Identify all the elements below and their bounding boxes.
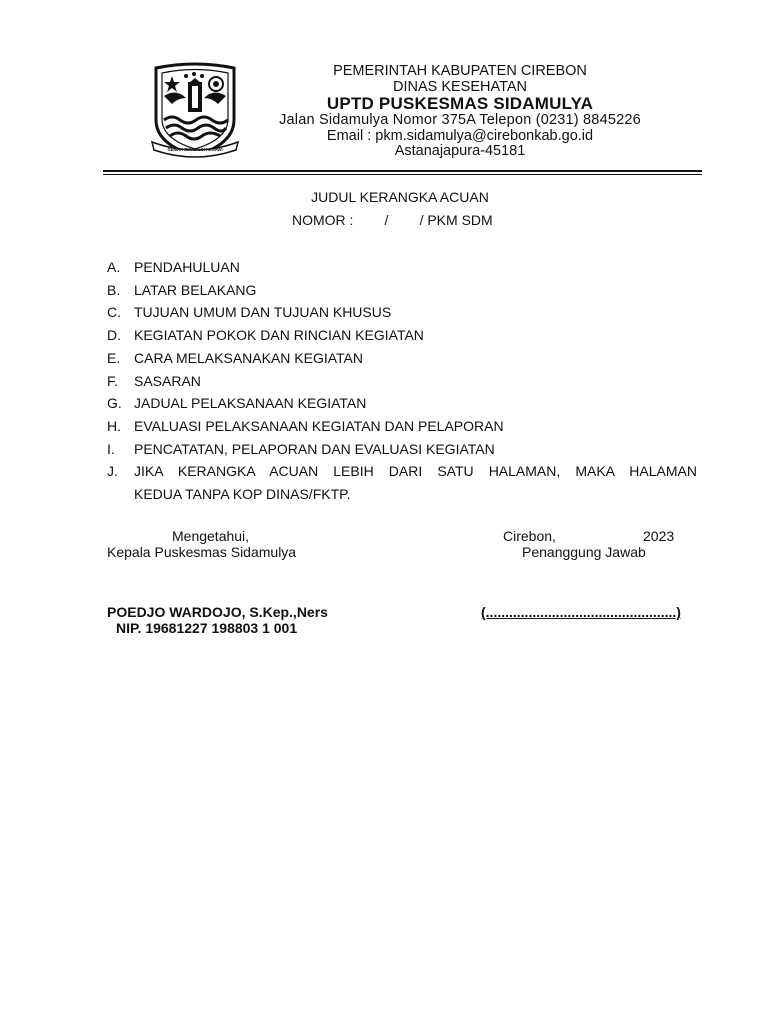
list-item-text: LATAR BELAKANG bbox=[134, 281, 257, 298]
list-item-letter: H. bbox=[107, 417, 121, 434]
list-item-letter: E. bbox=[107, 349, 121, 366]
signature-right-city: Cirebon, bbox=[503, 528, 556, 544]
signature-left-position: Kepala Puskesmas Sidamulya bbox=[107, 544, 297, 560]
contents-list bbox=[107, 256, 697, 506]
signature-right-position: Penanggung Jawab bbox=[522, 544, 646, 560]
list-item-letter: F. bbox=[107, 372, 118, 389]
signature-left-heading: Mengetahui, bbox=[172, 528, 250, 544]
list-item-letter: B. bbox=[107, 281, 121, 298]
list-item-letter: G. bbox=[107, 395, 122, 412]
list-item-text: PENDAHULUAN bbox=[134, 259, 240, 275]
list-item-letter: I. bbox=[107, 440, 115, 457]
list-item-letter: C. bbox=[107, 304, 121, 321]
letterhead-divider-thin bbox=[103, 174, 702, 175]
logo-motto: GEMAH RIPAH LOH JINAWI bbox=[167, 147, 223, 152]
list-item bbox=[107, 347, 697, 370]
list-item bbox=[107, 370, 697, 393]
list-item-text: KEGIATAN POKOK DAN RINCIAN KEGIATAN bbox=[134, 327, 424, 344]
letterhead-email-text: Email : pkm.sidamulya@cirebonkab.go.id bbox=[326, 128, 594, 144]
list-item bbox=[107, 415, 697, 438]
letterhead-divider-thick bbox=[103, 170, 702, 172]
list-item-text: PENCATATAN, PELAPORAN DAN EVALUASI KEGIATAN bbox=[134, 440, 495, 457]
list-item bbox=[107, 460, 697, 483]
list-item-text: JADUAL PELAKSANAAN KEGIATAN bbox=[134, 395, 367, 412]
list-item-letter: D. bbox=[107, 327, 121, 344]
list-item-text: SASARAN bbox=[134, 372, 201, 389]
list-item bbox=[107, 301, 697, 324]
letterhead-address: Jalan Sidamulya Nomor 375A Telepon (0231) 8845226 bbox=[279, 112, 641, 128]
list-item-text: CARA MELAKSANAKAN KEGIATAN bbox=[134, 349, 363, 366]
signature-left-name: POEDJO WARDOJO, S.Kep.,Ners bbox=[107, 604, 328, 620]
letterhead-department: DINAS KESEHATAN bbox=[392, 79, 528, 95]
list-item-text: TUJUAN UMUM DAN TUJUAN KHUSUS bbox=[134, 304, 392, 321]
letterhead-government: PEMERINTAH KABUPATEN CIREBON bbox=[333, 63, 587, 79]
list-item bbox=[107, 256, 697, 279]
list-item-text: EVALUASI PELAKSANAAN KEGIATAN DAN PELAPORAN bbox=[134, 417, 504, 434]
signature-right-blank: (.................................................) bbox=[481, 604, 681, 620]
list-item-continuation-text: KEDUA TANPA KOP DINAS/FKTP. bbox=[134, 486, 351, 503]
list-item-letter: J. bbox=[107, 463, 118, 480]
document-title: JUDUL KERANGKA ACUAN bbox=[311, 189, 489, 205]
letterhead-city-postcode: Astanajapura-45181 bbox=[394, 143, 526, 159]
list-item bbox=[107, 279, 697, 302]
list-item-text: JIKA KERANGKA ACUAN LEBIH DARI SATU HALAMAN, MAKA HALAMAN bbox=[134, 463, 697, 480]
signature-right-year: 2023 bbox=[643, 528, 675, 544]
cirebon-regency-coat-of-arms-icon bbox=[150, 62, 240, 158]
letterhead-email bbox=[290, 128, 630, 144]
list-item bbox=[107, 392, 697, 415]
list-item bbox=[107, 438, 697, 461]
list-item bbox=[107, 324, 697, 347]
signature-left-nip: NIP. 19681227 198803 1 001 bbox=[116, 620, 298, 636]
list-item-continuation bbox=[107, 483, 697, 506]
letterhead-org-name: UPTD PUSKESMAS SIDAMULYA bbox=[326, 94, 594, 113]
document-number: NOMOR : / / PKM SDM bbox=[292, 212, 493, 228]
list-item-letter: A. bbox=[107, 259, 121, 275]
